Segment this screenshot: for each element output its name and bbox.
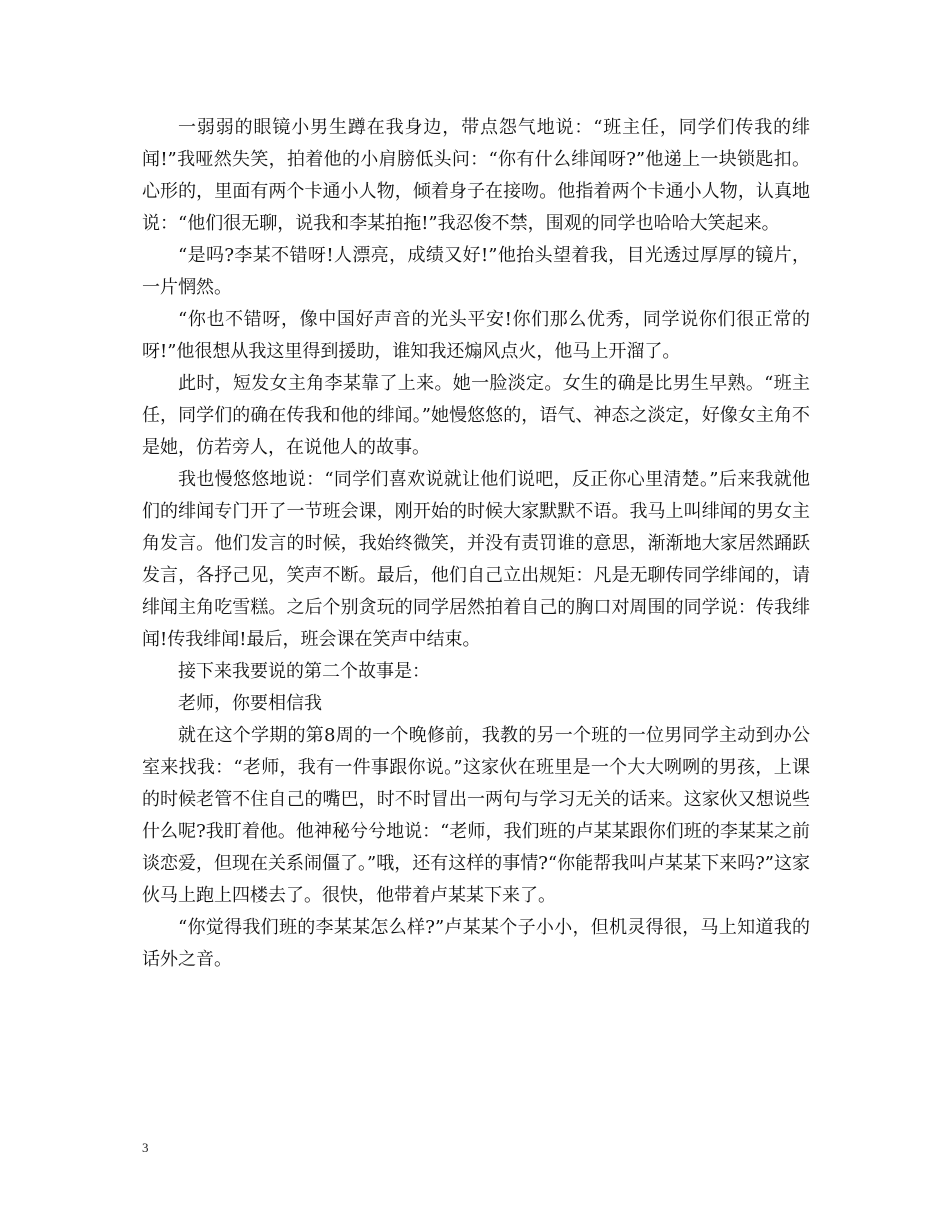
paragraph: 我也慢悠悠地说：“同学们喜欢说就让他们说吧，反正你心里清楚。”后来我就他们的绯闻专门开了一节班会课，刚开始的时候大家默默不语。我马上叫绯闻的男女主角发言。他们发言的时候，我始终微笑，并没有责罚谁的意思，渐渐地大家居然踊跃发言，各抒己见，笑声不断。最后，他们自己立出规矩：凡是无聊传同学绯闻的，请绯闻主角吃雪糕。之后个别贪玩的同学居然拍着自己的胸口对周围的同学说：传我绯闻!传我绯闻!最后，班会课在笑声中结束。	[142, 469, 810, 650]
paragraph: 接下来我要说的第二个故事是：	[178, 661, 430, 682]
paragraph: 就在这个学期的第8周的一个晚修前，我教的另一个班的一位男同学主动到办公室来找我：“老师，我有一件事跟你说。”这家伙在班里是一个大大咧咧的男孩，上课的时候老管不住自己的嘴巴，时不时冒出一两句与学习无关的话来。这家伙又想说些什么呢?我盯着他。他神秘兮兮地说：“老师，我们班的卢某某跟你们班的李某某之前谈恋爱，但现在关系闹僵了。”哦，还有这样的事情?“你能帮我叫卢某某下来吗?”这家伙马上跑上四楼去了。很快，他带着卢某某下来了。	[142, 725, 810, 906]
paragraph: 一弱弱的眼镜小男生蹲在我身边，带点怨气地说：“班主任，同学们传我的绯闻!”我哑然失笑，拍着他的小肩膀低头问：“你有什么绯闻呀?”他递上一块锁匙扣。心形的，里面有两个卡通小人物，倾着身子在接吻。他指着两个卡通小人物，认真地说：“他们很无聊，说我和李某拍拖!”我忍俊不禁，围观的同学也哈哈大笑起来。	[142, 117, 810, 234]
section-heading: 老师，你要相信我	[178, 693, 322, 714]
paragraph: “你也不错呀，像中国好声音的光头平安!你们那么优秀，同学说你们很正常的呀!”他很想从我这里得到援助，谁知我还煽风点火，他马上开溜了。	[142, 309, 810, 362]
document-body	[142, 112, 810, 976]
paragraph: “你觉得我们班的李某某怎么样?”卢某某个子小小，但机灵得很，马上知道我的话外之音。	[142, 917, 810, 970]
paragraph: 此时，短发女主角李某靠了上来。她一脸淡定。女生的确是比男生早熟。“班主任，同学们的确在传我和他的绯闻。”她慢悠悠的，语气、神态之淡定，好像女主角不是她，仿若旁人，在说他人的故事。	[142, 373, 810, 458]
paragraph: “是吗?李某不错呀!人漂亮，成绩又好!”他抬头望着我，目光透过厚厚的镜片，一片惘然。	[142, 245, 810, 298]
page-number: 3	[142, 1140, 149, 1155]
